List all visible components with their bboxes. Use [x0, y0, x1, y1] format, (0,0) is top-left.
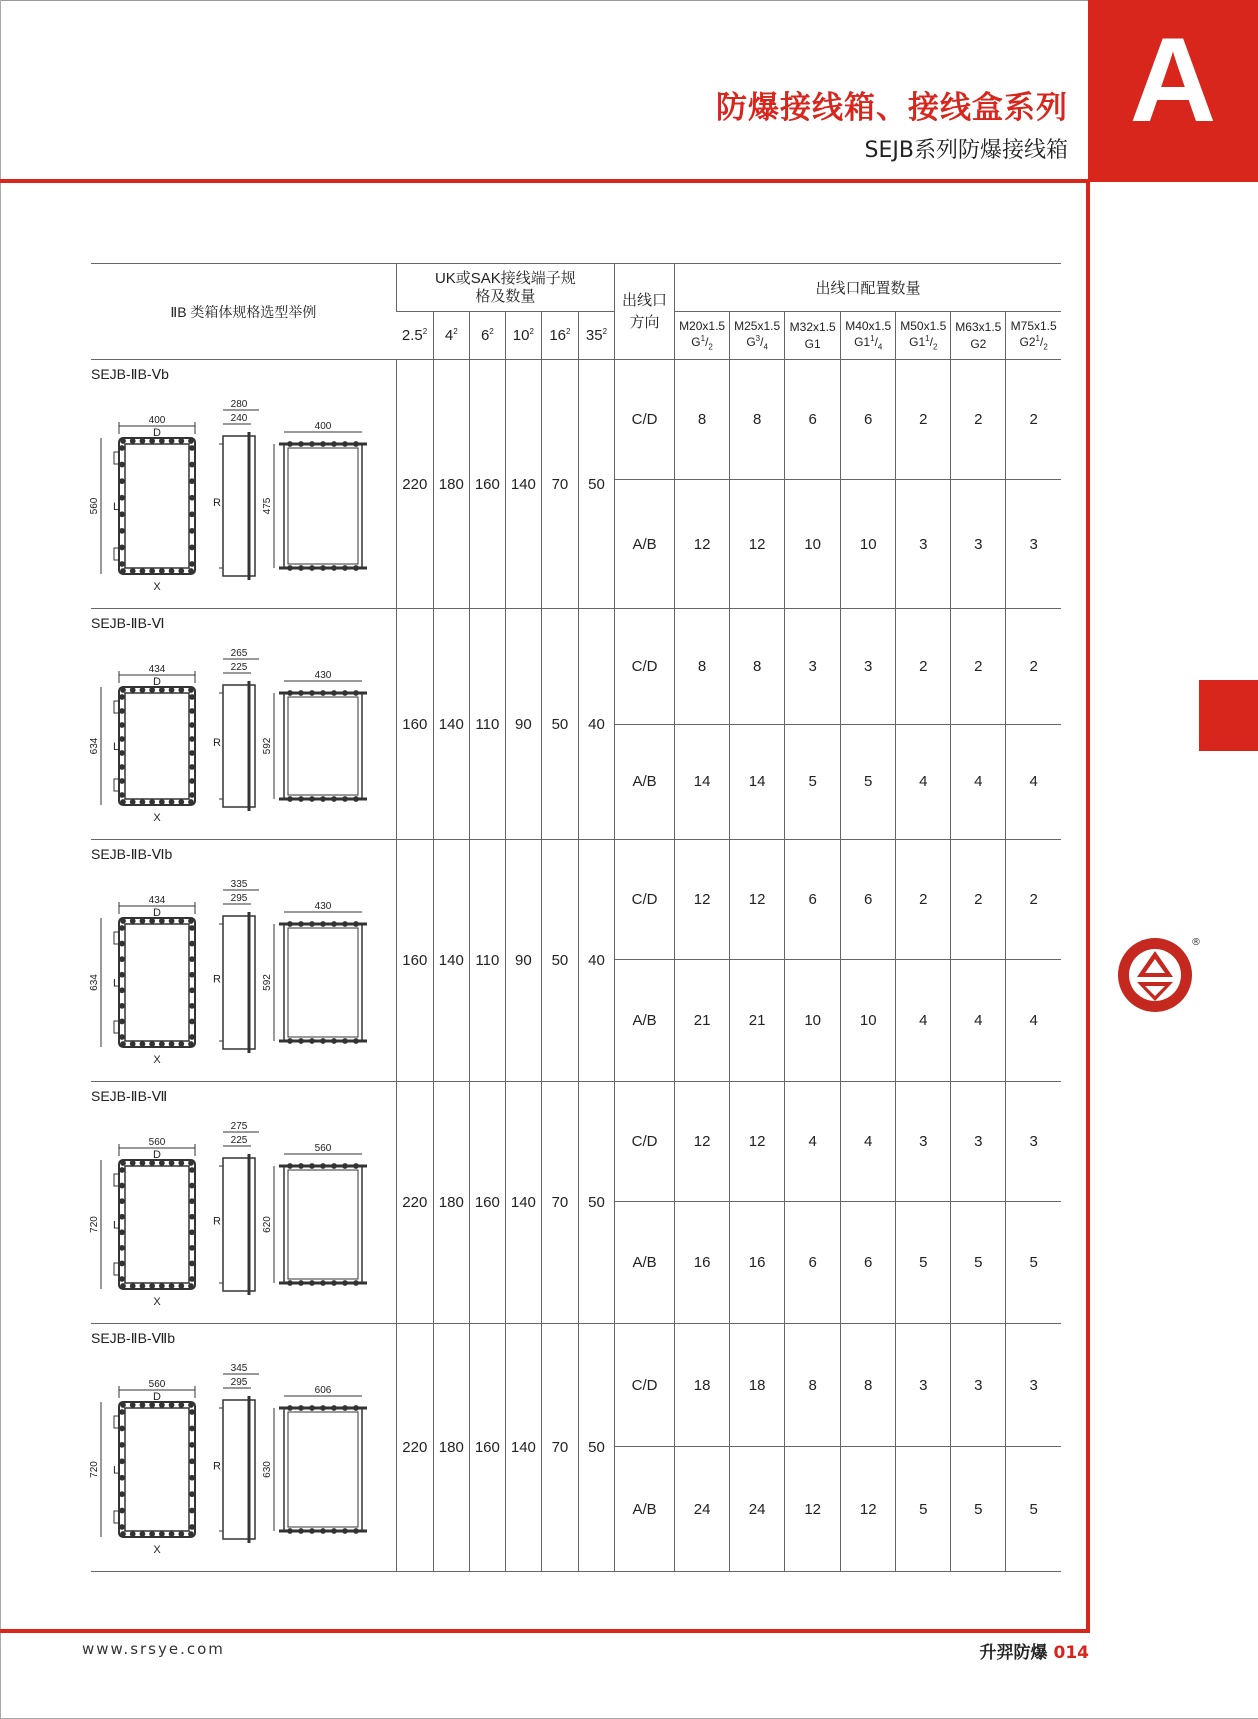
outlet-count: 8 [675, 360, 730, 480]
dimension-label: 560 [148, 1379, 166, 1390]
outlet-size-header: M40x1.5 $G1^1/_4$ [841, 312, 896, 360]
dimension-label: X [153, 1296, 161, 1308]
dimension-label: 606 [314, 1385, 332, 1396]
section-letter: A [1129, 13, 1217, 147]
dimension-label: X [153, 812, 161, 824]
dimension-label: R [213, 1215, 221, 1228]
outlet-count: 4 [951, 724, 1006, 840]
dimension-label: L [112, 501, 120, 513]
terminal-count: 140 [505, 1324, 541, 1572]
dimension-label: R [213, 497, 221, 509]
outlet-count: 6 [785, 1202, 841, 1324]
dimension-label: 335 [230, 879, 248, 890]
outlet-count: 4 [841, 1082, 896, 1202]
outlet-count: 21 [730, 960, 785, 1082]
header-outlets: 出线口配置数量 [675, 264, 1061, 312]
dimension-label: L [112, 1464, 120, 1477]
terminal-count: 50 [578, 1324, 614, 1572]
outlet-count: 12 [841, 1447, 896, 1572]
dimension-label: R [213, 1460, 221, 1473]
dimension-label: 225 [230, 662, 248, 673]
outlet-count: 5 [1006, 1447, 1061, 1572]
terminal-count: 180 [433, 1324, 469, 1572]
outlet-count: 5 [896, 1447, 951, 1572]
dimension-label: 560 [89, 497, 100, 515]
dimension-label: 592 [262, 974, 273, 991]
outlet-count: 12 [675, 1082, 730, 1202]
dimension-label: 630 [262, 1461, 273, 1478]
outlet-count: 5 [785, 724, 841, 840]
outlet-count: 5 [1006, 1202, 1061, 1324]
outlet-count: 2 [1006, 840, 1061, 960]
terminal-count: 70 [541, 1082, 578, 1324]
enclosure-drawing [91, 1082, 391, 1323]
dimension-label: 265 [230, 648, 248, 659]
terminal-count: 160 [396, 609, 433, 840]
dimension-label: D [153, 907, 161, 919]
dimension-label: X [153, 581, 161, 593]
outlet-count: 8 [730, 360, 785, 480]
terminal-count: 50 [541, 609, 578, 840]
terminal-size-header: $16^2$ [541, 312, 578, 360]
outlet-count: 8 [841, 1324, 896, 1447]
outlet-count: 4 [1006, 960, 1061, 1082]
outlet-count: 18 [730, 1324, 785, 1447]
page-title: 防爆接线箱、接线盒系列 [716, 90, 1068, 126]
outlet-count: 16 [675, 1202, 730, 1324]
outlet-count: 3 [1006, 1082, 1061, 1202]
outlet-count: 5 [951, 1447, 1006, 1572]
outlet-count: 12 [730, 840, 785, 960]
enclosure-drawing [91, 360, 391, 608]
outlet-direction: C/D [615, 609, 675, 725]
page-border-left [0, 0, 1, 1719]
outlet-count: 6 [785, 360, 841, 480]
dimension-label: X [153, 1054, 161, 1066]
terminal-count: 140 [505, 1082, 541, 1324]
outlet-count: 3 [951, 1324, 1006, 1447]
footer-rule [0, 1629, 1090, 1633]
model-name: SEJB-ⅡB-Ⅵb [91, 846, 173, 862]
right-rule [1086, 179, 1090, 1633]
terminal-count: 160 [469, 1324, 505, 1572]
outlet-count: 2 [951, 360, 1006, 480]
outlet-size-header: M63x1.5 G2 [951, 312, 1006, 360]
model-cell [91, 360, 396, 609]
side-marker [1199, 680, 1258, 751]
terminal-count: 160 [396, 840, 433, 1082]
dimension-label: L [112, 977, 120, 990]
model-name: SEJB-ⅡB-Ⅶ [91, 1088, 168, 1104]
dimension-label: 430 [314, 670, 332, 681]
model-cell [91, 840, 396, 1082]
dimension-label: 295 [230, 1377, 248, 1388]
outlet-count: 3 [1006, 480, 1061, 609]
outlet-direction: A/B [615, 960, 675, 1082]
outlet-count: 5 [841, 724, 896, 840]
outlet-count: 12 [675, 840, 730, 960]
dimension-label: 225 [230, 1135, 248, 1146]
dimension-label: 434 [148, 664, 166, 675]
dimension-label: 560 [148, 1137, 166, 1148]
outlet-size-header: M75x1.5 $G2^1/_2$ [1006, 312, 1061, 360]
outlet-count: 3 [1006, 1324, 1061, 1447]
outlet-count: 4 [1006, 724, 1061, 840]
outlet-count: 16 [730, 1202, 785, 1324]
outlet-count: 10 [785, 960, 841, 1082]
outlet-count: 2 [896, 609, 951, 725]
terminal-size-header: $10^2$ [505, 312, 541, 360]
terminal-count: 220 [396, 1082, 433, 1324]
dimension-label: D [153, 676, 161, 688]
terminal-count: 90 [505, 840, 541, 1082]
outlet-count: 10 [785, 480, 841, 609]
outlet-count: 24 [730, 1447, 785, 1572]
enclosure-drawing [91, 840, 391, 1081]
terminal-count: 110 [469, 840, 505, 1082]
dimension-label: 560 [314, 1143, 332, 1154]
terminal-count: 220 [396, 360, 433, 609]
model-cell [91, 1324, 396, 1572]
outlet-count: 5 [896, 1202, 951, 1324]
model-cell [91, 609, 396, 840]
terminal-count: 40 [578, 840, 614, 1082]
outlet-count: 12 [730, 1082, 785, 1202]
enclosure-drawing [91, 609, 391, 839]
outlet-count: 6 [785, 840, 841, 960]
dimension-label: D [153, 1391, 161, 1403]
table-row [91, 840, 1061, 960]
outlet-direction: A/B [615, 724, 675, 840]
model-name: SEJB-ⅡB-Ⅶb [91, 1330, 176, 1346]
outlet-count: 4 [896, 960, 951, 1082]
dimension-label: 634 [89, 737, 100, 755]
outlet-direction: C/D [615, 1082, 675, 1202]
dimension-label: 720 [89, 1461, 100, 1478]
dimension-label: 400 [148, 415, 166, 426]
outlet-count: 2 [951, 609, 1006, 725]
outlet-direction: C/D [615, 360, 675, 480]
outlet-direction: A/B [615, 1202, 675, 1324]
outlet-count: 18 [675, 1324, 730, 1447]
dimension-label: 400 [314, 421, 332, 432]
dimension-label: D [153, 1149, 161, 1161]
dimension-label: R [213, 973, 221, 986]
outlet-count: 6 [841, 840, 896, 960]
enclosure-drawing [91, 1324, 391, 1571]
terminal-size-header: $4^2$ [433, 312, 469, 360]
dimension-label: L [112, 741, 120, 753]
outlet-size-header: M32x1.5 G1 [785, 312, 841, 360]
outlet-count: 3 [896, 1082, 951, 1202]
dimension-label: 345 [230, 1363, 248, 1374]
terminal-count: 50 [578, 1082, 614, 1324]
terminal-count: 110 [469, 609, 505, 840]
header-terminals: UK或SAK接线端子规格及数量 [396, 264, 614, 312]
outlet-direction: C/D [615, 1324, 675, 1447]
dimension-label: 280 [230, 399, 248, 410]
footer-brand: 升羿防爆 014 [979, 1643, 1089, 1663]
outlet-count: 2 [951, 840, 1006, 960]
page-border-top [0, 0, 1088, 1]
dimension-label: L [112, 1219, 120, 1232]
model-cell [91, 1082, 396, 1324]
outlet-direction: A/B [615, 480, 675, 609]
header-model: ⅡB 类箱体规格选型举例 [91, 264, 396, 360]
terminal-count: 140 [505, 360, 541, 609]
dimension-label: 620 [262, 1216, 273, 1233]
outlet-count: 4 [951, 960, 1006, 1082]
outlet-count: 3 [785, 609, 841, 725]
dimension-label: 475 [262, 497, 273, 515]
outlet-count: 2 [1006, 360, 1061, 480]
outlet-count: 12 [675, 480, 730, 609]
terminal-count: 50 [578, 360, 614, 609]
terminal-count: 140 [433, 609, 469, 840]
dimension-label: 240 [230, 413, 248, 424]
outlet-count: 14 [730, 724, 785, 840]
page-subtitle: SEJB系列防爆接线箱 [864, 138, 1068, 163]
outlet-count: 8 [785, 1324, 841, 1447]
outlet-count: 2 [1006, 609, 1061, 725]
brand-logo [1113, 935, 1201, 1015]
terminal-count: 180 [433, 1082, 469, 1324]
model-name: SEJB-ⅡB-Ⅴb [91, 366, 169, 382]
table-row [91, 1082, 1061, 1202]
outlet-size-header: M20x1.5 $G^1/_2$ [675, 312, 730, 360]
terminal-count: 70 [541, 360, 578, 609]
outlet-count: 2 [896, 360, 951, 480]
outlet-count: 12 [785, 1447, 841, 1572]
outlet-size-header: M25x1.5 $G^3/_4$ [730, 312, 785, 360]
outlet-count: 3 [896, 1324, 951, 1447]
header-direction: 出线口方向 [615, 264, 675, 360]
outlet-count: 24 [675, 1447, 730, 1572]
terminal-count: 140 [433, 840, 469, 1082]
outlet-count: 6 [841, 1202, 896, 1324]
outlet-count: 3 [951, 1082, 1006, 1202]
terminal-size-header: $35^2$ [578, 312, 614, 360]
terminal-count: 160 [469, 1082, 505, 1324]
table-row [91, 609, 1061, 725]
dimension-label: X [153, 1544, 161, 1556]
dimension-label: 434 [148, 895, 166, 906]
model-name: SEJB-ⅡB-Ⅵ [91, 615, 165, 631]
terminal-count: 180 [433, 360, 469, 609]
header-rule [0, 179, 1090, 183]
dimension-label: 295 [230, 893, 248, 904]
section-tab [1088, 0, 1258, 182]
dimension-label: 592 [262, 737, 273, 755]
dimension-label: 720 [89, 1216, 100, 1233]
table-row [91, 1324, 1061, 1447]
outlet-count: 21 [675, 960, 730, 1082]
outlet-count: 10 [841, 480, 896, 609]
outlet-count: 12 [730, 480, 785, 609]
terminal-count: 90 [505, 609, 541, 840]
terminal-count: 40 [578, 609, 614, 840]
footer-url: www.srsye.com [82, 1640, 225, 1658]
outlet-direction: C/D [615, 840, 675, 960]
dimension-label: 634 [89, 974, 100, 991]
outlet-count: 8 [730, 609, 785, 725]
outlet-count: 3 [896, 480, 951, 609]
outlet-count: 6 [841, 360, 896, 480]
outlet-count: 3 [951, 480, 1006, 609]
terminal-size-header: $6^2$ [469, 312, 505, 360]
terminal-count: 160 [469, 360, 505, 609]
dimension-label: R [213, 737, 221, 749]
terminal-count: 50 [541, 840, 578, 1082]
dimension-label: 430 [314, 901, 332, 912]
dimension-label: D [153, 427, 161, 439]
outlet-count: 14 [675, 724, 730, 840]
page-number: 014 [1053, 1643, 1089, 1663]
outlet-count: 4 [785, 1082, 841, 1202]
outlet-size-header: M50x1.5 $G1^1/_2$ [896, 312, 951, 360]
outlet-count: 4 [896, 724, 951, 840]
spec-table [91, 263, 1061, 1572]
terminal-count: 220 [396, 1324, 433, 1572]
terminal-count: 70 [541, 1324, 578, 1572]
outlet-count: 3 [841, 609, 896, 725]
dimension-label: 275 [230, 1121, 248, 1132]
outlet-count: 10 [841, 960, 896, 1082]
outlet-count: 2 [896, 840, 951, 960]
table-row [91, 360, 1061, 480]
terminal-size-header: $2.5^2$ [396, 312, 433, 360]
registered-mark: ® [1191, 937, 1201, 948]
outlet-direction: A/B [615, 1447, 675, 1572]
outlet-count: 8 [675, 609, 730, 725]
outlet-count: 5 [951, 1202, 1006, 1324]
